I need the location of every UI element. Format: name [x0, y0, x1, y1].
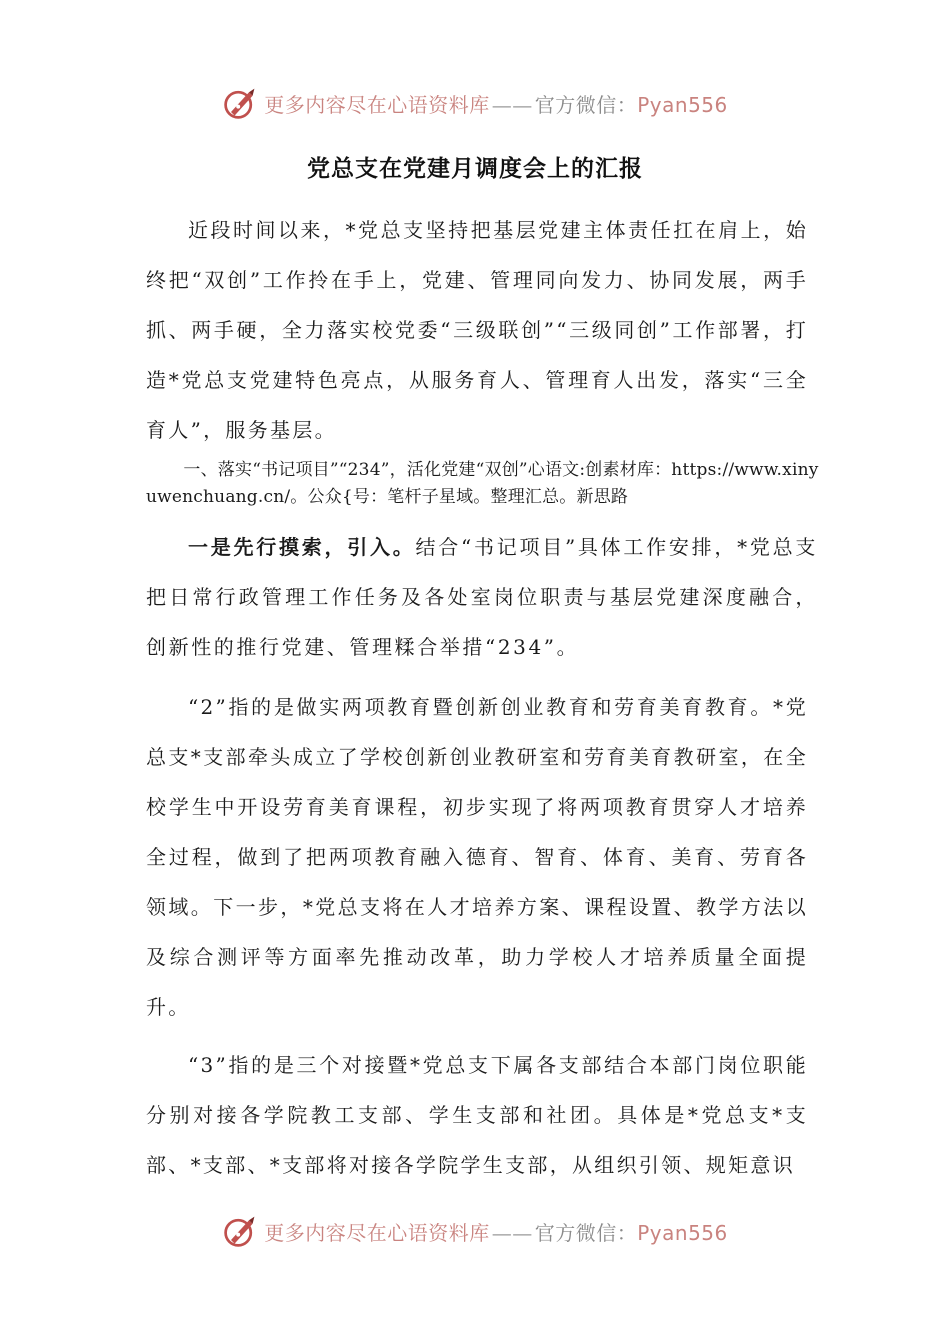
- paragraph-two-education: “2”指的是做实两项教育暨创新创业教育和劳育美育教育。*党总支*支部牵头成立了学校创新创业教研室和劳育美育教研室，在全校学生中开设劳育美育课程，初步实现了将两项教育贯穿人才培养全过程，做到了把两项教育融入德育、智育、体育、美育、劳育各领域。下一步，*党总支将在人才培养方案、课程设置、教学方法以及综合测评等方面率先推动改革，助力学校人才培养质量全面提升。: [146, 695, 808, 1019]
- pen-nib-logo-icon: [222, 85, 258, 121]
- banner-wechat-id: Pyan556: [637, 92, 728, 117]
- pen-nib-logo-icon: [222, 1213, 258, 1249]
- banner-wechat-id: Pyan556: [637, 1220, 728, 1245]
- page-title: 党总支在党建月调度会上的汇报: [307, 156, 643, 182]
- paragraph-first-point: [146, 522, 818, 672]
- paragraph-body: 结合“书记项目”具体工作安排，*党总支把日常行政管理工作任务及各处室岗位职责与基层党建深度融合，创新性的推行党建、管理糅合举措“234”。: [146, 535, 818, 659]
- intro-paragraph: 近段时间以来，*党总支坚持把基层党建主体责任扛在肩上，始终把“双创”工作拎在手上，党建、管理同向发力、协同发展，两手抓、两手硬，全力落实校党委“三级联创”“三级同创”工作部署，打造*党总支党建特色亮点，从服务育人、管理育人出发，落实“三全育人”，服务基层。: [146, 218, 808, 442]
- paragraph-lead: 一是先行摸索，引入。: [188, 535, 416, 559]
- section-heading: 一、落实“书记项目”“234”，活化党建“双创”心语文:创素材库：https://www.xinyuwenchuang.cn/。公众{号：笔杆子星域。整理汇总。新思路: [146, 460, 819, 507]
- paragraph-three-connections: “3”指的是三个对接暨*党总支下属各支部结合本部门岗位职能分别对接各学院教工支部、学生支部和社团。具体是*党总支*支部、*支部、*支部将对接各学院学生支部，从组织引领、规矩意识: [146, 1053, 808, 1177]
- banner-separator: ——: [491, 1220, 533, 1245]
- footer-watermark-banner: [0, 1208, 950, 1254]
- banner-wechat-label: 官方微信：: [534, 1220, 638, 1245]
- banner-text: [264, 1217, 728, 1246]
- banner-wechat-label: 官方微信：: [534, 92, 638, 117]
- banner-site-name: 更多内容尽在心语资料库: [264, 92, 490, 117]
- header-watermark-banner: [0, 80, 950, 126]
- banner-separator: ——: [491, 92, 533, 117]
- banner-site-name: 更多内容尽在心语资料库: [264, 1220, 490, 1245]
- banner-text: [264, 89, 728, 118]
